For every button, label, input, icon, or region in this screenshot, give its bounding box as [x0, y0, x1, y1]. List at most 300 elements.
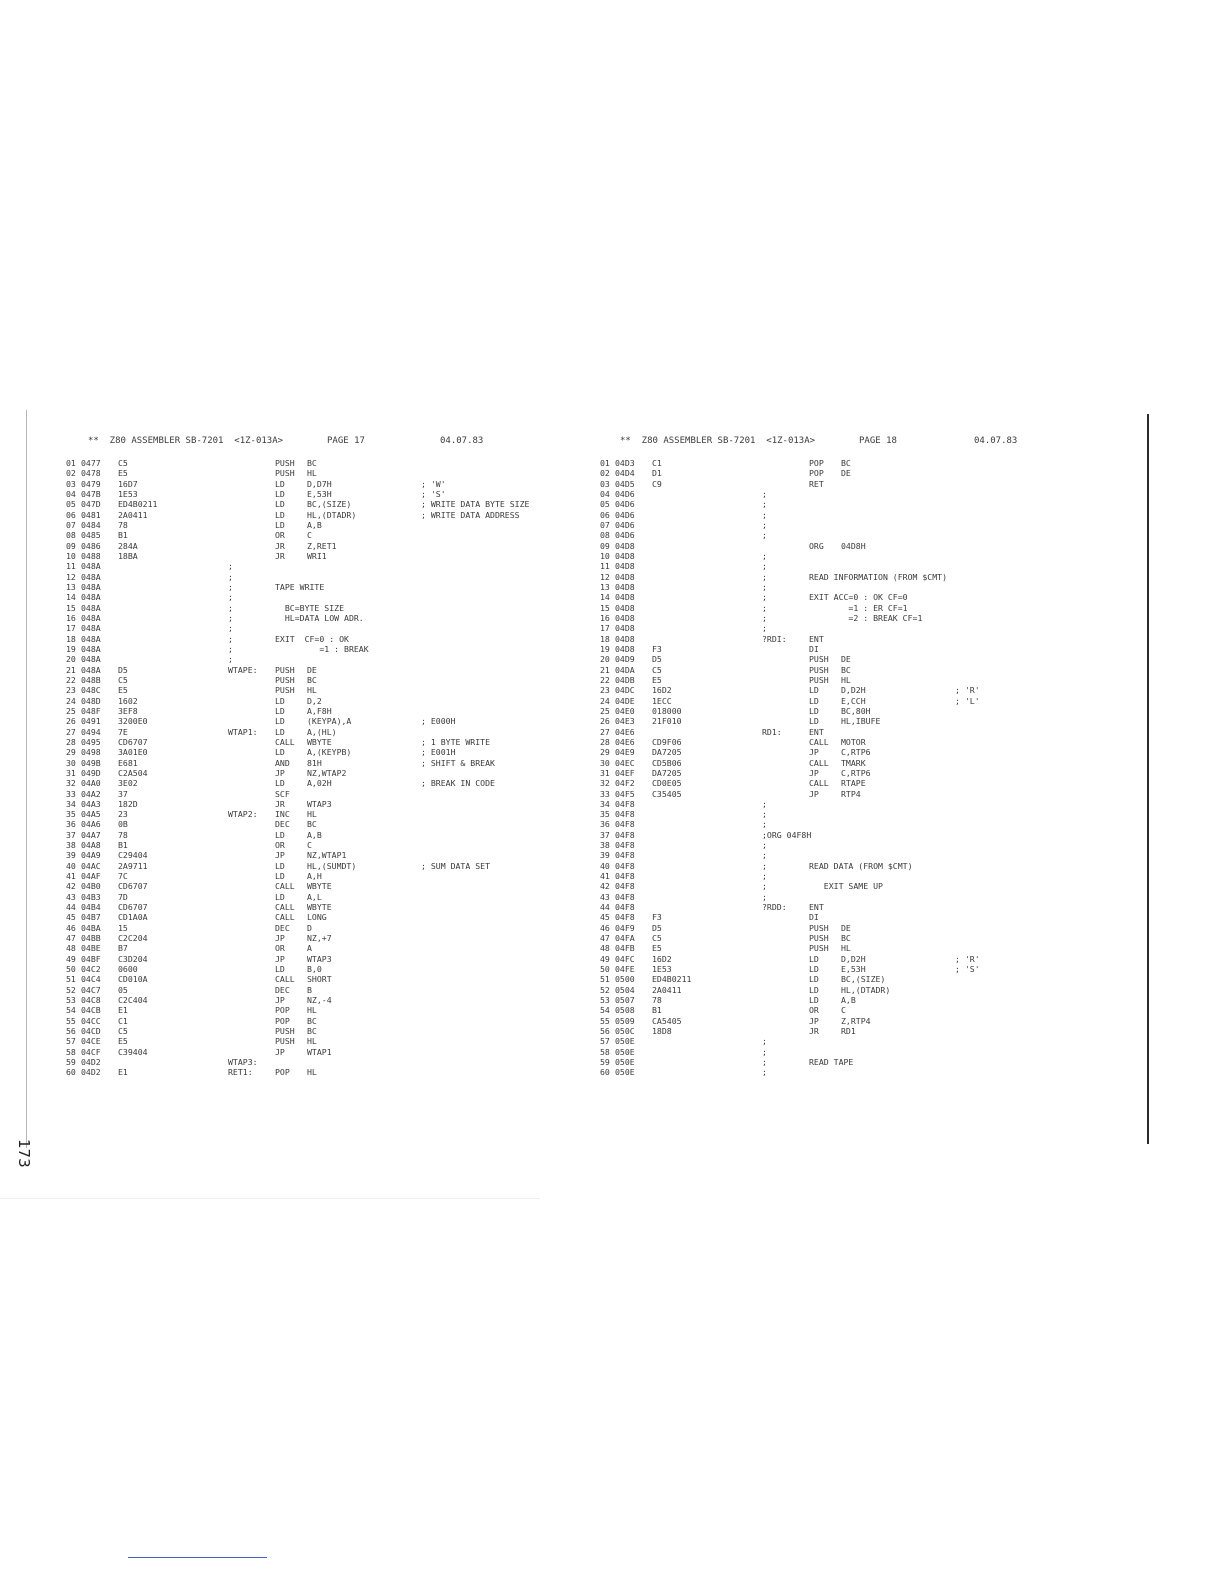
mnemonic: PUSH	[809, 922, 829, 933]
page-number-text: 173	[15, 1139, 33, 1168]
listing-line	[66, 1067, 626, 1077]
line-number: 22	[66, 674, 76, 685]
operand: BC	[307, 458, 317, 468]
address: 04D6	[615, 488, 635, 499]
object-code: E681	[118, 757, 138, 768]
object-code: CD5B06	[652, 757, 682, 768]
operand: Z,RTP4	[841, 1015, 871, 1026]
object-code: CD9F06	[652, 736, 682, 747]
label: ;	[762, 871, 767, 882]
mnemonic: LD	[809, 705, 819, 716]
operand: WTAP3	[307, 798, 332, 809]
operand: A,B	[307, 829, 322, 840]
address: 048A	[81, 643, 101, 654]
comment: ; 1 BYTE WRITE	[421, 736, 491, 747]
listing-line	[600, 520, 1160, 530]
label: ;	[228, 561, 233, 572]
label: ;	[762, 530, 767, 541]
address: 04F8	[615, 860, 635, 871]
mnemonic: JR	[275, 798, 285, 809]
address: 050E	[615, 1036, 635, 1047]
address: 04D8	[615, 643, 635, 654]
comment: ; 'S'	[421, 488, 446, 499]
mnemonic: JP	[275, 933, 285, 944]
line-number: 54	[600, 1005, 610, 1016]
listing-line	[600, 954, 1160, 964]
object-code: D5	[652, 922, 662, 933]
address: 0479	[81, 478, 101, 489]
listing-header	[600, 436, 1160, 450]
line-number: 30	[66, 757, 76, 768]
listing-line	[66, 789, 626, 799]
line-number: 40	[600, 860, 610, 871]
address: 04F8	[615, 891, 635, 902]
address: 0498	[81, 747, 101, 758]
mnemonic: BC=BYTE SIZE	[275, 602, 345, 613]
listing-line	[600, 912, 1160, 922]
operand: SHORT	[307, 974, 332, 985]
line-number: 37	[600, 829, 610, 840]
listing-line	[66, 861, 626, 871]
line-number: 47	[66, 933, 76, 944]
mnemonic: JR	[275, 540, 285, 551]
operand: BC	[841, 458, 851, 468]
label: ;	[762, 499, 767, 510]
address: 04F9	[615, 922, 635, 933]
line-number: 58	[66, 1046, 76, 1057]
object-code: F3	[652, 912, 662, 923]
line-number: 07	[600, 519, 610, 530]
line-number: 48	[600, 943, 610, 954]
line-number: 49	[66, 953, 76, 964]
line-number: 18	[66, 633, 76, 644]
operand: C,RTP6	[841, 767, 871, 778]
listing-line	[600, 582, 1160, 592]
address: 0488	[81, 550, 101, 561]
listing-line	[66, 675, 626, 685]
address: 04EC	[615, 757, 635, 768]
listing-line	[600, 943, 1160, 953]
mnemonic: LD	[275, 716, 285, 727]
line-number: 33	[66, 788, 76, 799]
line-number: 34	[66, 798, 76, 809]
mnemonic: ENT	[809, 633, 824, 644]
listing-lines	[66, 458, 626, 1078]
operand: NZ,+7	[307, 933, 332, 944]
line-number: 12	[600, 571, 610, 582]
object-code: 0600	[118, 964, 138, 975]
listing-line	[600, 758, 1160, 768]
address: 04F8	[615, 840, 635, 851]
label: WTAP2:	[228, 809, 258, 820]
line-number: 29	[66, 747, 76, 758]
operand: BC,(SIZE)	[307, 499, 352, 510]
mnemonic: PUSH	[809, 654, 829, 665]
operand: A,L	[307, 891, 322, 902]
address: 04CD	[81, 1026, 101, 1037]
listing-line	[600, 727, 1160, 737]
listing-line	[600, 634, 1160, 644]
line-number: 08	[600, 530, 610, 541]
listing-line	[66, 809, 626, 819]
label: ;	[762, 612, 767, 623]
operand: BC	[307, 1015, 317, 1026]
operand: NZ,-4	[307, 995, 332, 1006]
line-number: 14	[66, 592, 76, 603]
operand: Z,RET1	[307, 540, 337, 551]
listing-line	[66, 737, 626, 747]
operand: TMARK	[841, 757, 866, 768]
listing-line	[600, 892, 1160, 902]
address: 0494	[81, 726, 101, 737]
listing-line	[600, 716, 1160, 726]
mnemonic: =1 : ER CF=1	[809, 602, 908, 613]
address: 04E6	[615, 726, 635, 737]
line-number: 32	[600, 778, 610, 789]
object-code: B7	[118, 943, 128, 954]
line-number: 40	[66, 860, 76, 871]
line-number: 57	[66, 1036, 76, 1047]
address: 050E	[615, 1067, 635, 1078]
line-number: 41	[66, 871, 76, 882]
listing-line	[66, 974, 626, 984]
line-number: 13	[600, 581, 610, 592]
address: 0500	[615, 974, 635, 985]
mnemonic: POP	[275, 1005, 290, 1016]
listing-line	[66, 665, 626, 675]
operand: DE	[841, 468, 851, 479]
listing-line	[66, 613, 626, 623]
label: ;	[762, 602, 767, 613]
mnemonic: DI	[809, 912, 819, 923]
mnemonic: OR	[275, 840, 285, 851]
label: ;	[228, 643, 233, 654]
listing-line	[600, 541, 1160, 551]
line-number: 38	[600, 840, 610, 851]
line-number: 08	[66, 530, 76, 541]
line-number: 14	[600, 592, 610, 603]
address: 04BA	[81, 922, 101, 933]
label: ;	[762, 592, 767, 603]
line-number: 51	[600, 974, 610, 985]
object-code: E1	[118, 1067, 128, 1078]
listing-line	[600, 499, 1160, 509]
address: 047D	[81, 499, 101, 510]
mnemonic: AND	[275, 757, 290, 768]
object-code: ED4B0211	[118, 499, 158, 510]
listing-line	[600, 1057, 1160, 1067]
object-code: E5	[118, 1036, 128, 1047]
address: 04D6	[615, 499, 635, 510]
address: 04FA	[615, 933, 635, 944]
address: 0508	[615, 1005, 635, 1016]
line-number: 53	[600, 995, 610, 1006]
line-number: 49	[600, 953, 610, 964]
mnemonic: PUSH	[275, 1036, 295, 1047]
comment: ; BREAK IN CODE	[421, 778, 495, 789]
listing-line	[600, 1026, 1160, 1036]
mnemonic: PUSH	[275, 674, 295, 685]
assembler-title: ** Z80 ASSEMBLER SB-7201 <1Z-013A>	[88, 436, 284, 446]
listing-line	[66, 758, 626, 768]
label: ;	[228, 654, 233, 665]
listing-line	[600, 603, 1160, 613]
object-code: 18D8	[652, 1026, 672, 1037]
operand: D,D7H	[307, 478, 332, 489]
label: ;	[762, 809, 767, 820]
object-code: 3E02	[118, 778, 138, 789]
listing-line	[66, 964, 626, 974]
listing-line	[600, 1067, 1160, 1077]
address: 04D4	[615, 468, 635, 479]
listing-line	[600, 799, 1160, 809]
mnemonic: LD	[275, 891, 285, 902]
listing-line	[66, 954, 626, 964]
label: ;	[762, 550, 767, 561]
address: 04F8	[615, 819, 635, 830]
object-code: E5	[118, 685, 128, 696]
object-code: E1	[118, 1005, 128, 1016]
mnemonic: ENT	[809, 902, 824, 913]
label: ?RDD:	[762, 902, 787, 913]
address: 048C	[81, 685, 101, 696]
line-number: 51	[66, 974, 76, 985]
address: 04A8	[81, 840, 101, 851]
object-code: C2C404	[118, 995, 148, 1006]
listing-line	[66, 458, 626, 468]
line-number: 20	[66, 654, 76, 665]
object-code: CD6707	[118, 902, 148, 913]
object-code: C5	[652, 664, 662, 675]
listing-line	[66, 840, 626, 850]
operand: D,D2H	[841, 953, 866, 964]
mnemonic: =1 : BREAK	[275, 643, 369, 654]
line-number: 28	[600, 736, 610, 747]
listing-line	[600, 1036, 1160, 1046]
line-number: 05	[600, 499, 610, 510]
object-code: E5	[652, 674, 662, 685]
label: WTAP3:	[228, 1057, 258, 1068]
address: 04B3	[81, 891, 101, 902]
line-number: 21	[600, 664, 610, 675]
address: 050E	[615, 1057, 635, 1068]
object-code: CD1A0A	[118, 912, 148, 923]
operand: E,53H	[307, 488, 332, 499]
operand: BC,(SIZE)	[841, 974, 886, 985]
listing-line	[600, 551, 1160, 561]
mnemonic: PUSH	[809, 933, 829, 944]
line-number: 18	[600, 633, 610, 644]
line-number: 20	[600, 654, 610, 665]
listing-line	[600, 809, 1160, 819]
comment: ; 'R'	[955, 685, 980, 696]
line-number: 04	[600, 488, 610, 499]
operand: BC	[841, 933, 851, 944]
label: ;	[762, 519, 767, 530]
mnemonic: LD	[275, 488, 285, 499]
object-code: 2A0411	[118, 509, 148, 520]
operand: D,D2H	[841, 685, 866, 696]
listing-line	[600, 458, 1160, 468]
line-number: 15	[600, 602, 610, 613]
line-number: 28	[66, 736, 76, 747]
line-number: 45	[66, 912, 76, 923]
label: ;	[762, 561, 767, 572]
operand: WBYTE	[307, 902, 332, 913]
mnemonic: ORG	[809, 540, 824, 551]
line-number: 01	[600, 458, 610, 468]
listing-line	[600, 613, 1160, 623]
address: 04FC	[615, 953, 635, 964]
object-code: 23	[118, 809, 128, 820]
object-code: B1	[652, 1005, 662, 1016]
object-code: 16D2	[652, 685, 672, 696]
operand: A,B	[307, 519, 322, 530]
label: RD1:	[762, 726, 782, 737]
address: 04DA	[615, 664, 635, 675]
address: 04F2	[615, 778, 635, 789]
object-code: B1	[118, 530, 128, 541]
label: ;	[762, 1067, 767, 1078]
mnemonic: JP	[809, 788, 819, 799]
operand: HL	[307, 809, 317, 820]
label: RET1:	[228, 1067, 253, 1078]
mnemonic: LD	[275, 726, 285, 737]
object-code: C5	[118, 458, 128, 468]
address: 04CB	[81, 1005, 101, 1016]
address: 04AF	[81, 871, 101, 882]
address: 04F8	[615, 881, 635, 892]
mnemonic: CALL	[275, 736, 295, 747]
line-number: 48	[66, 943, 76, 954]
listing-line	[600, 572, 1160, 582]
label: ;	[762, 840, 767, 851]
operand: D,2	[307, 695, 322, 706]
address: 04D6	[615, 519, 635, 530]
label: ?RDI:	[762, 633, 787, 644]
operand: WTAP3	[307, 953, 332, 964]
mnemonic: READ INFORMATION (FROM $CMT)	[809, 571, 948, 582]
address: 04D8	[615, 633, 635, 644]
mnemonic: LD	[809, 685, 819, 696]
comment: ; SUM DATA SET	[421, 860, 491, 871]
object-code: 18BA	[118, 550, 138, 561]
address: 048A	[81, 612, 101, 623]
operand: A,(HL)	[307, 726, 337, 737]
address: 04A7	[81, 829, 101, 840]
label: ;ORG 04F8H	[762, 829, 812, 840]
line-number: 35	[66, 809, 76, 820]
listing-line	[66, 830, 626, 840]
address: 04A5	[81, 809, 101, 820]
line-number: 09	[600, 540, 610, 551]
listing-line	[66, 582, 626, 592]
listing-line	[600, 1047, 1160, 1057]
mnemonic: JP	[809, 767, 819, 778]
object-code: DA7205	[652, 767, 682, 778]
listing-line	[66, 572, 626, 582]
line-number: 56	[66, 1026, 76, 1037]
listing-line	[600, 675, 1160, 685]
line-number: 43	[66, 891, 76, 902]
listing-line	[66, 551, 626, 561]
object-code: 15	[118, 922, 128, 933]
listing-line	[600, 479, 1160, 489]
address: 04BF	[81, 953, 101, 964]
address: 04C2	[81, 964, 101, 975]
operand: HL	[307, 685, 317, 696]
object-code: D1	[652, 468, 662, 479]
listing-line	[66, 706, 626, 716]
line-number: 15	[66, 602, 76, 613]
object-code: CD6707	[118, 736, 148, 747]
listing-date: 04.07.83	[440, 436, 484, 446]
page-number	[10, 1138, 38, 1174]
address: 04E3	[615, 716, 635, 727]
line-number: 17	[66, 623, 76, 634]
object-code: C1	[118, 1015, 128, 1026]
operand: HL,(DTADR)	[307, 509, 357, 520]
mnemonic: LD	[275, 509, 285, 520]
listing-line	[600, 850, 1160, 860]
listing-line	[66, 995, 626, 1005]
label: ;	[228, 571, 233, 582]
listing-line	[600, 995, 1160, 1005]
operand: HL	[307, 1067, 317, 1078]
page-label: PAGE 17	[327, 436, 365, 446]
listing-line	[66, 727, 626, 737]
line-number: 43	[600, 891, 610, 902]
operand: B,0	[307, 964, 322, 975]
address: 04B7	[81, 912, 101, 923]
line-number: 59	[66, 1057, 76, 1068]
label: ;	[762, 860, 767, 871]
object-code: C5	[652, 933, 662, 944]
label: ;	[762, 488, 767, 499]
assembler-title: ** Z80 ASSEMBLER SB-7201 <1Z-013A>	[620, 436, 816, 446]
operand: BC,80H	[841, 705, 871, 716]
line-number: 02	[66, 468, 76, 479]
mnemonic: POP	[809, 458, 824, 468]
line-number: 12	[66, 571, 76, 582]
operand: HL	[841, 674, 851, 685]
listing-line	[600, 561, 1160, 571]
listing-line	[66, 716, 626, 726]
object-code: 7C	[118, 871, 128, 882]
mnemonic: OR	[275, 530, 285, 541]
mnemonic: CALL	[809, 778, 829, 789]
object-code: 0B	[118, 819, 128, 830]
address: 04F8	[615, 809, 635, 820]
mnemonic: CALL	[809, 736, 829, 747]
mnemonic: PUSH	[275, 664, 295, 675]
mnemonic: POP	[275, 1067, 290, 1078]
mnemonic: EXIT CF=0 : OK	[275, 633, 349, 644]
address: 04A0	[81, 778, 101, 789]
operand: RTAPE	[841, 778, 866, 789]
operand: HL	[307, 468, 317, 479]
line-number: 26	[66, 716, 76, 727]
line-number: 11	[66, 561, 76, 572]
object-code: CD6707	[118, 881, 148, 892]
listing-line	[66, 499, 626, 509]
object-code: E5	[118, 468, 128, 479]
label: WTAP1:	[228, 726, 258, 737]
object-code: 78	[118, 519, 128, 530]
mnemonic: DEC	[275, 922, 290, 933]
address: 04CF	[81, 1046, 101, 1057]
mnemonic: CALL	[275, 974, 295, 985]
